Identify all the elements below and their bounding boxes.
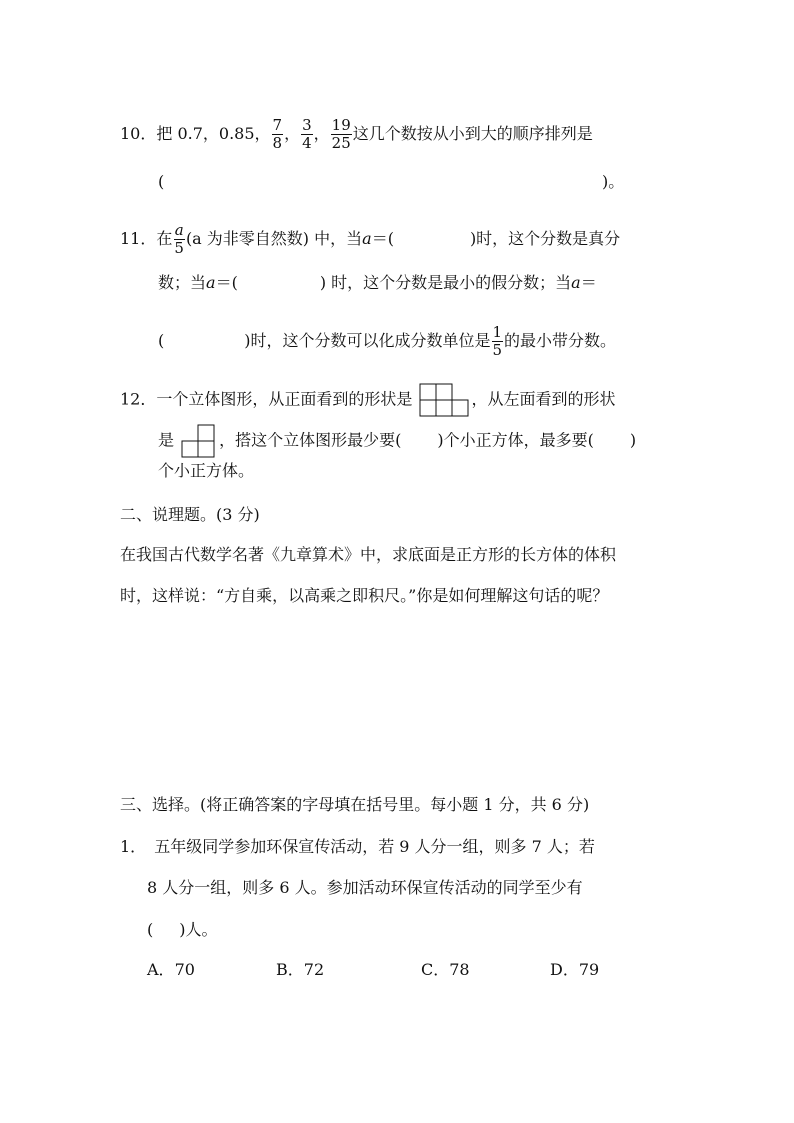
section2-heading: 二、说理题。(3 分) bbox=[120, 505, 260, 524]
q12-line3: 个小正方体。 bbox=[158, 461, 255, 480]
q10-line1: 10．把 0.7，0.85， $\frac{7}{8}$ ， $\frac{3}{4}$ ， $\frac{19}{25}$ 这几个数按从小到大的顺序排列是 bbox=[120, 116, 593, 152]
s3-q1-option-a[interactable]: A．70 bbox=[147, 960, 195, 979]
q12-number: 12． bbox=[120, 389, 157, 409]
q11-line2: 数；当a＝( ) 时，这个分数是最小的假分数；当a＝ bbox=[158, 273, 597, 292]
q10-fraction-7-8: $\frac{7}{8}$ bbox=[272, 116, 283, 152]
q10-number: 10． bbox=[120, 124, 157, 143]
q10-text-before: 把 0.7，0.85， bbox=[156, 124, 271, 143]
q10-text-after: 这几个数按从小到大的顺序排列是 bbox=[352, 124, 593, 143]
s3-q1-option-b[interactable]: B．72 bbox=[276, 960, 325, 979]
section2-answer-area[interactable] bbox=[120, 620, 680, 780]
q11-line1: 11．在 $\frac{a}{5}$ (a 为非零自然数) 中，当a＝( )时，这个分数是真分 bbox=[120, 221, 621, 257]
q11-number: 11． bbox=[120, 229, 157, 248]
q11-fraction-1-5: $\frac{1}{5}$ bbox=[492, 323, 503, 359]
q10-fraction-3-4: $\frac{3}{4}$ bbox=[302, 116, 312, 152]
front-view-figure bbox=[419, 383, 469, 417]
s3-q1-option-d[interactable]: D．79 bbox=[550, 960, 600, 979]
s3-q1-number: 1． bbox=[120, 837, 147, 856]
section2-text-line1: 在我国古代数学名著《九章算术》中，求底面是正方形的长方体的体积 bbox=[120, 545, 617, 564]
left-view-figure bbox=[181, 424, 217, 458]
s3-q1-line1: 1． 五年级同学参加环保宣传活动，若 9 人分一组，则多 7 人；若 bbox=[120, 837, 595, 856]
q10-answer-open: ( bbox=[158, 172, 165, 191]
q12-line2: 是 ，搭这个立体图形最少要( )个小正方体，最多要( ) bbox=[158, 424, 636, 458]
section2-text-line2: 时，这样说：“方自乘，以高乘之即积尺。”你是如何理解这句话的呢？ bbox=[120, 586, 609, 605]
s3-q1-option-c[interactable]: C．78 bbox=[421, 960, 470, 979]
s3-q1-line3: ( )人。 bbox=[147, 920, 218, 939]
q10-answer-close: )。 bbox=[602, 172, 625, 191]
q12-line1: 12．一个立体图形，从正面看到的形状是 ，从左面看到的形状 bbox=[120, 383, 616, 417]
q11-fraction-a-5: $\frac{a}{5}$ bbox=[174, 221, 184, 257]
q10-fraction-19-25: $\frac{19}{25}$ bbox=[331, 116, 351, 152]
q11-line3: ( )时，这个分数可以化成分数单位是 $\frac{1}{5}$ 的最小带分数。 bbox=[158, 323, 617, 359]
section3-heading: 三、选择。(将正确答案的字母填在括号里。每小题 1 分，共 6 分) bbox=[120, 795, 590, 814]
s3-q1-line2: 8 人分一组，则多 6 人。参加活动环保宣传活动的同学至少有 bbox=[147, 878, 583, 897]
